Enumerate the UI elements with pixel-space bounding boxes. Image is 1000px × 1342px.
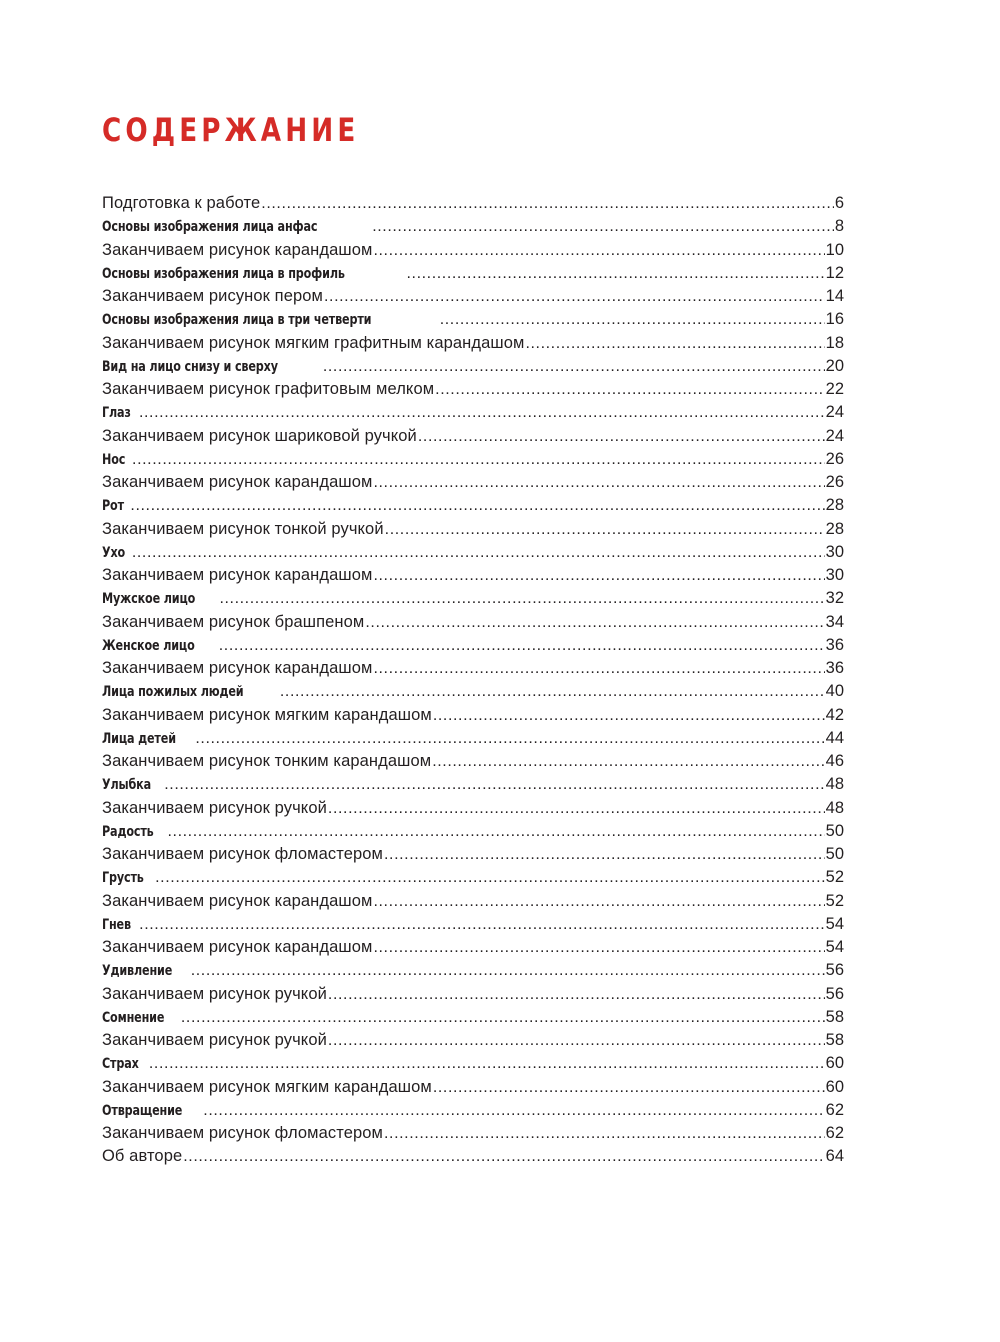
toc-entry-title: Основы изображения лица в три четверти: [102, 312, 372, 329]
toc-page-number: 14: [825, 287, 844, 305]
dot-leader: [406, 262, 824, 285]
toc-entry-title: Заканчиваем рисунок карандашом: [102, 891, 373, 910]
toc-page-number: 40: [825, 682, 844, 701]
toc-section-entry[interactable]: [102, 936, 844, 959]
dot-leader: [261, 192, 834, 215]
toc-page-number: 26: [825, 473, 844, 491]
dot-leader: [191, 959, 825, 982]
toc-page-number: 46: [825, 752, 844, 770]
toc-page-number: 26: [825, 449, 844, 468]
toc-entry-title: Заканчиваем рисунок тонким карандашом: [102, 752, 432, 770]
dot-leader: [130, 494, 824, 517]
dot-leader: [195, 727, 824, 750]
dot-leader: [132, 448, 825, 471]
toc-page-number: 52: [825, 891, 844, 910]
toc-entry-title: Заканчиваем рисунок ручкой: [102, 1031, 327, 1049]
dot-leader: [219, 587, 824, 610]
toc-chapter-entry[interactable]: [102, 634, 844, 657]
toc-chapter-entry[interactable]: [102, 494, 844, 517]
toc-chapter-entry[interactable]: [102, 401, 844, 424]
dot-leader: [432, 750, 824, 773]
toc-entry-title: Ухо: [102, 544, 126, 561]
toc-section-entry[interactable]: [102, 239, 844, 262]
toc-entry-title: Заканчиваем рисунок фломастером: [102, 845, 383, 863]
toc-entry-title: Лица пожилых людей: [102, 684, 244, 701]
toc-entry-title: Об авторе: [102, 1147, 183, 1166]
dot-leader: [385, 518, 825, 541]
toc-section-entry[interactable]: [102, 1029, 844, 1052]
toc-page-number: 10: [825, 240, 844, 259]
toc-section-entry[interactable]: [102, 843, 844, 866]
toc-page-number: 62: [825, 1100, 844, 1119]
toc-entry-title: Заканчиваем рисунок шариковой ручкой: [102, 426, 417, 445]
toc-page-number: 60: [825, 1077, 844, 1096]
toc-page-number: 16: [825, 310, 844, 329]
toc-entry-title: Страх: [102, 1056, 139, 1073]
toc-section-entry[interactable]: [102, 332, 844, 355]
dot-leader: [324, 285, 825, 308]
dot-leader: [440, 308, 825, 331]
toc-page-number: 44: [825, 728, 844, 747]
toc-entry-title: Заканчиваем рисунок пером: [102, 287, 323, 305]
toc-entry-title: Заканчиваем рисунок карандашом: [102, 566, 373, 584]
toc-page-number: 18: [825, 333, 844, 352]
toc-section-entry[interactable]: [102, 611, 844, 634]
dot-leader: [373, 239, 824, 262]
toc-section-entry[interactable]: [102, 378, 844, 401]
toc-chapter-entry[interactable]: [102, 262, 844, 285]
toc-entry-title: Основы изображения лица в профиль: [102, 265, 345, 282]
toc-page-number: 30: [825, 542, 844, 561]
toc-section-entry[interactable]: [102, 704, 844, 727]
toc-chapter-entry[interactable]: [102, 308, 844, 331]
toc-entry-title: Женское лицо: [102, 637, 195, 654]
toc-page-number: 6: [834, 194, 844, 212]
toc-entry-title: Глаз: [102, 405, 131, 422]
toc-entry-title: Мужское лицо: [102, 591, 196, 608]
toc-page-number: 20: [825, 356, 844, 375]
toc-entry-title: Заканчиваем рисунок карандашом: [102, 240, 373, 259]
toc-entry-title: Подготовка к работе: [102, 194, 261, 212]
toc-entry-title: Заканчиваем рисунок фломастером: [102, 1124, 383, 1142]
dot-leader: [132, 541, 825, 564]
toc-section-entry[interactable]: [102, 471, 844, 494]
toc-entry-title: Гнев: [102, 916, 131, 933]
toc-entry-title: Улыбка: [102, 777, 151, 794]
toc-entry-title: Отвращение: [102, 1102, 183, 1119]
toc-page-number: 36: [825, 635, 844, 654]
toc-page-number: 64: [825, 1147, 844, 1166]
toc-page-number: 30: [825, 566, 844, 584]
dot-leader: [384, 1122, 825, 1145]
dot-leader: [365, 611, 824, 634]
toc-page-number: 24: [825, 426, 844, 445]
toc-chapter-entry[interactable]: [102, 959, 844, 982]
toc-entry-title: Заканчиваем рисунок карандашом: [102, 938, 373, 956]
dot-leader: [418, 425, 825, 448]
toc-chapter-entry[interactable]: [102, 680, 844, 703]
table-of-contents: [102, 192, 844, 1169]
toc-page-number: 54: [825, 938, 844, 956]
page-title: СОДЕРЖАНИЕ: [102, 111, 360, 149]
toc-page-number: 12: [825, 263, 844, 282]
toc-page-number: 50: [825, 845, 844, 863]
dot-leader: [183, 1145, 824, 1168]
toc-entry-title: Сомнение: [102, 1009, 165, 1026]
toc-page-number: 52: [825, 868, 844, 887]
toc-page-number: 24: [825, 403, 844, 422]
toc-entry-title: Вид на лицо снизу и сверху: [102, 358, 278, 375]
toc-entry-title: Заканчиваем рисунок мягким графитным карандашом: [102, 333, 525, 352]
toc-page-number: 32: [825, 589, 844, 608]
dot-leader: [164, 773, 824, 796]
dot-leader: [433, 704, 825, 727]
dot-leader: [372, 215, 834, 238]
dot-leader: [168, 820, 825, 843]
toc-section-entry[interactable]: [102, 657, 844, 680]
toc-chapter-entry[interactable]: [102, 820, 844, 843]
toc-chapter-entry[interactable]: [102, 1099, 844, 1122]
toc-chapter-entry[interactable]: [102, 215, 844, 238]
toc-chapter-entry[interactable]: [102, 727, 844, 750]
dot-leader: [139, 913, 824, 936]
dot-leader: [203, 1099, 824, 1122]
dot-leader: [323, 355, 825, 378]
toc-entry-title: Удивление: [102, 963, 173, 980]
toc-entry-title: Заканчиваем рисунок тонкой ручкой: [102, 519, 384, 538]
dot-leader: [181, 1006, 825, 1029]
toc-section-entry[interactable]: [102, 518, 844, 541]
dot-leader: [384, 843, 825, 866]
toc-chapter-entry[interactable]: [102, 773, 844, 796]
toc-entry-title: Заканчиваем рисунок карандашом: [102, 473, 373, 491]
toc-chapter-entry[interactable]: [102, 541, 844, 564]
toc-chapter-entry[interactable]: [102, 1052, 844, 1075]
dot-leader: [373, 890, 824, 913]
toc-section-entry[interactable]: [102, 285, 844, 308]
toc-page-number: 28: [825, 496, 844, 515]
toc-chapter-entry[interactable]: [102, 913, 844, 936]
toc-entry-title: Заканчиваем рисунок ручкой: [102, 798, 327, 817]
toc-page-number: 28: [825, 519, 844, 538]
toc-entry-title: Заканчиваем рисунок карандашом: [102, 659, 373, 677]
toc-entry-title: Нос: [102, 451, 126, 468]
toc-page-number: 56: [825, 961, 844, 980]
toc-entry-title: Заканчиваем рисунок мягким карандашом: [102, 705, 432, 724]
toc-page-number: 58: [825, 1031, 844, 1049]
toc-page-number: 54: [825, 914, 844, 933]
dot-leader: [149, 1052, 825, 1075]
toc-page-number: 48: [825, 775, 844, 794]
toc-entry-title: Заканчиваем рисунок мягким карандашом: [102, 1077, 432, 1096]
toc-entry-title: Радость: [102, 823, 154, 840]
dot-leader: [328, 983, 825, 1006]
toc-page-number: 22: [825, 380, 844, 398]
dot-leader: [139, 401, 825, 424]
toc-page-number: 60: [825, 1054, 844, 1073]
dot-leader: [373, 936, 824, 959]
toc-entry-title: Рот: [102, 498, 124, 515]
toc-entry-title: Основы изображения лица анфас: [102, 219, 318, 236]
dot-leader: [373, 657, 824, 680]
dot-leader: [219, 634, 825, 657]
toc-page-number: 36: [825, 659, 844, 677]
toc-page-number: 42: [825, 705, 844, 724]
toc-section-entry[interactable]: [102, 425, 844, 448]
dot-leader: [328, 797, 825, 820]
toc-entry-title: Лица детей: [102, 730, 176, 747]
dot-leader: [328, 1029, 825, 1052]
toc-section-entry[interactable]: [102, 1076, 844, 1099]
toc-chapter-entry[interactable]: [102, 1006, 844, 1029]
toc-page-number: 48: [825, 798, 844, 817]
toc-page-number: 62: [825, 1124, 844, 1142]
dot-leader: [373, 564, 824, 587]
dot-leader: [155, 866, 825, 889]
toc-section-entry[interactable]: [102, 797, 844, 820]
toc-entry-title: Заканчиваем рисунок ручкой: [102, 984, 327, 1003]
toc-section-entry[interactable]: [102, 1122, 844, 1145]
dot-leader: [525, 332, 824, 355]
toc-page-number: 56: [825, 984, 844, 1003]
toc-entry-title: Заканчиваем рисунок графитовым мелком: [102, 380, 435, 398]
toc-chapter-entry[interactable]: [102, 448, 844, 471]
dot-leader: [373, 471, 824, 494]
toc-entry-title: Заканчиваем рисунок брашпеном: [102, 612, 365, 631]
toc-section-entry[interactable]: [102, 983, 844, 1006]
toc-section-entry[interactable]: [102, 564, 844, 587]
toc-section-entry[interactable]: [102, 1145, 844, 1168]
toc-chapter-entry[interactable]: [102, 866, 844, 889]
toc-page-number: 50: [825, 821, 844, 840]
dot-leader: [280, 680, 825, 703]
toc-entry-title: Грусть: [102, 870, 144, 887]
toc-chapter-entry[interactable]: [102, 355, 844, 378]
toc-page-number: 8: [834, 217, 844, 236]
dot-leader: [433, 1076, 825, 1099]
toc-section-entry[interactable]: [102, 750, 844, 773]
toc-section-entry[interactable]: [102, 192, 844, 215]
toc-page-number: 58: [825, 1007, 844, 1026]
dot-leader: [435, 378, 824, 401]
toc-page-number: 34: [825, 612, 844, 631]
toc-chapter-entry[interactable]: [102, 587, 844, 610]
toc-section-entry[interactable]: [102, 890, 844, 913]
